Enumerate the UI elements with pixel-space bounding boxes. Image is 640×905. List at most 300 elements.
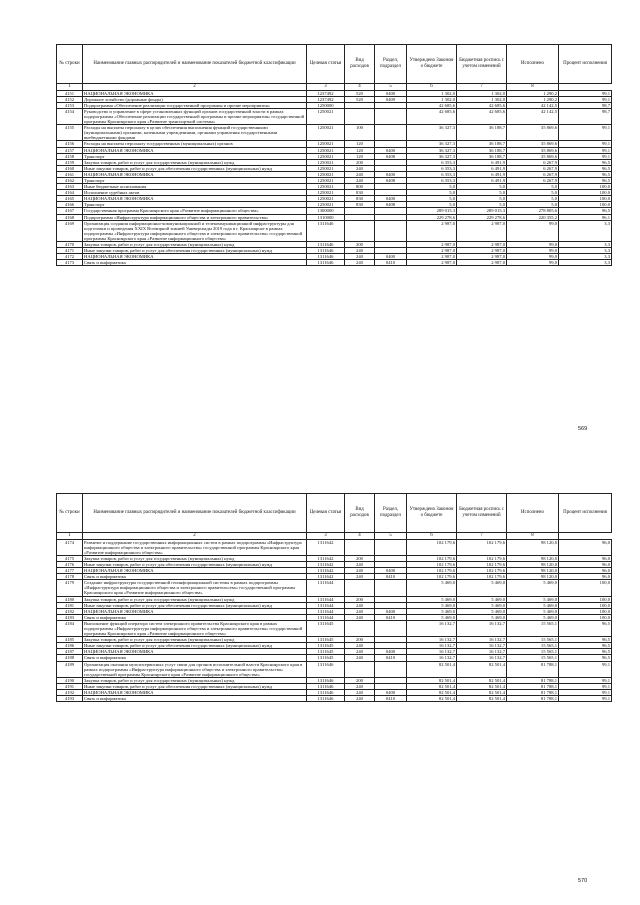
- executed-amount: 35 869,6: [507, 141, 559, 147]
- target-article: 1250021: [307, 147, 345, 153]
- percent-executed: 96,5: [559, 655, 612, 661]
- expense-type: 240: [345, 649, 375, 655]
- budget-amount: 6 491,9: [457, 159, 507, 165]
- row-name: Исполнение судебных актов: [83, 190, 307, 196]
- row-number: 4181: [57, 602, 83, 608]
- expense-type: 240: [345, 260, 375, 266]
- approved-amount: 36 327,3: [407, 125, 457, 141]
- budget-amount: 36 188,7: [457, 141, 507, 147]
- row-number: 4164: [57, 190, 83, 196]
- row-number: 4151: [57, 90, 83, 96]
- row-name: Связь и информатика: [83, 614, 307, 620]
- row-number: 4188: [57, 655, 83, 661]
- approved-amount: 289 015,3: [407, 208, 457, 214]
- budget-page-569: [56, 44, 611, 432]
- budget-amount: 5,0: [457, 196, 507, 202]
- percent-executed: 96,5: [559, 159, 612, 165]
- executed-amount: 35 869,6: [507, 153, 559, 159]
- expense-type: 240: [345, 561, 375, 567]
- row-name: Закупка товаров, работ и услуг для государственных (муниципальных) нужд: [83, 677, 307, 683]
- header-target-article: Целевая статья: [307, 494, 345, 533]
- executed-amount: 1 290,2: [507, 90, 559, 96]
- approved-amount: 5 469,0: [407, 580, 457, 596]
- target-article: 1250021: [307, 141, 345, 147]
- table-row: [57, 696, 612, 702]
- row-number: 4187: [57, 649, 83, 655]
- section-code: 0408: [375, 202, 407, 208]
- approved-amount: 5,0: [407, 190, 457, 196]
- row-name: НАЦИОНАЛЬНАЯ ЭКОНОМИКА: [83, 147, 307, 153]
- budget-amount: 42 685,6: [457, 102, 507, 108]
- section-code: 0410: [375, 260, 407, 266]
- section-code: 0400: [375, 171, 407, 177]
- budget-amount: 82 501,4: [457, 690, 507, 696]
- executed-amount: 99,0: [507, 254, 559, 260]
- expense-type: 240: [345, 602, 375, 608]
- budget-page-570: [56, 493, 611, 884]
- column-number: 2: [83, 84, 307, 91]
- budget-amount: 2 987,0: [457, 248, 507, 254]
- row-name: Государственная программа Красноярского края «Развитие информационного общества»: [83, 208, 307, 214]
- section-code: 0408: [375, 178, 407, 184]
- executed-amount: 5,0: [507, 190, 559, 196]
- header-target-article: Целевая статья: [307, 45, 345, 84]
- budget-amount: 5 469,0: [457, 614, 507, 620]
- expense-type: 120: [345, 147, 375, 153]
- column-number: 3: [307, 84, 345, 91]
- section-code: 0408: [375, 153, 407, 159]
- row-name: Закупка товаров, работ и услуг для государственных (муниципальных) нужд: [83, 596, 307, 602]
- expense-type: 240: [345, 574, 375, 580]
- approved-amount: 36 327,3: [407, 141, 457, 147]
- target-article: 1311642: [307, 574, 345, 580]
- percent-executed: 96,5: [559, 165, 612, 171]
- percent-executed: 96,0: [559, 574, 612, 580]
- target-article: 1311646: [307, 220, 345, 241]
- row-name: Закупка товаров, работ и услуг для государственных (муниципальных) нужд: [83, 159, 307, 165]
- row-name: Связь и информатика: [83, 696, 307, 702]
- executed-amount: 5 469,0: [507, 608, 559, 614]
- header-executed: Исполнено: [507, 494, 559, 533]
- row-number: 4186: [57, 643, 83, 649]
- target-article: 1250021: [307, 165, 345, 171]
- row-name: НАЦИОНАЛЬНАЯ ЭКОНОМИКА: [83, 254, 307, 260]
- row-name: Связь и информатика: [83, 260, 307, 266]
- expense-type: 200: [345, 555, 375, 561]
- section-code: [375, 220, 407, 241]
- executed-amount: 35 869,6: [507, 147, 559, 153]
- target-article: 1311646: [307, 696, 345, 702]
- percent-executed: 96,0: [559, 568, 612, 574]
- approved-amount: 82 501,4: [407, 677, 457, 683]
- row-name: Закупка товаров, работ и услуг для государственных (муниципальных) нужд: [83, 637, 307, 643]
- executed-amount: 5 469,0: [507, 614, 559, 620]
- row-name: Транспорт: [83, 178, 307, 184]
- percent-executed: 99,1: [559, 90, 612, 96]
- budget-table: [56, 493, 612, 702]
- section-code: 0400: [375, 196, 407, 202]
- percent-executed: 100,0: [559, 202, 612, 208]
- section-code: 0410: [375, 655, 407, 661]
- row-number: 4189: [57, 661, 83, 677]
- row-number: 4160: [57, 165, 83, 171]
- column-number: 4: [345, 84, 375, 91]
- executed-amount: 42 142,5: [507, 102, 559, 108]
- percent-executed: 96,5: [559, 649, 612, 655]
- expense-type: 100: [345, 125, 375, 141]
- expense-type: [345, 661, 375, 677]
- section-code: 0409: [375, 96, 407, 102]
- row-name: НАЦИОНАЛЬНАЯ ЭКОНОМИКА: [83, 690, 307, 696]
- approved-amount: 82 501,4: [407, 696, 457, 702]
- approved-amount: 6 353,3: [407, 165, 457, 171]
- budget-amount: 16 132,7: [457, 643, 507, 649]
- target-article: 1250021: [307, 184, 345, 190]
- column-number: 7: [457, 533, 507, 540]
- target-article: 1311646: [307, 690, 345, 696]
- row-name: НАЦИОНАЛЬНАЯ ЭКОНОМИКА: [83, 90, 307, 96]
- table-row: [57, 108, 612, 124]
- row-name: Иные закупки товаров, работ и услуг для обеспечения государственных (муниципальных) нужд: [83, 683, 307, 689]
- row-name: Подпрограмма «Инфраструктура информационного общества и электронного правительства»: [83, 214, 307, 220]
- executed-amount: 5 469,0: [507, 580, 559, 596]
- target-article: 1311642: [307, 561, 345, 567]
- header-section: Раздел, подраздел: [375, 45, 407, 84]
- approved-amount: 16 132,7: [407, 637, 457, 643]
- row-name: Транспорт: [83, 153, 307, 159]
- row-name: Организация оказания мультисервисных услуг связи для органов исполнительной власти Красноярского края в рамках подпрограммы «Инфраструктура информационного общества и электронного правительства» государственной программы Красноярского края «Развитие информационного общества»: [83, 661, 307, 677]
- percent-executed: 99,1: [559, 677, 612, 683]
- expense-type: 240: [345, 696, 375, 702]
- budget-amount: 5 469,0: [457, 602, 507, 608]
- percent-executed: 3,3: [559, 220, 612, 241]
- table-row: [57, 125, 612, 141]
- section-code: [375, 108, 407, 124]
- row-name: Иные бюджетные ассигнования: [83, 184, 307, 190]
- row-number: 4185: [57, 637, 83, 643]
- row-name: Связь и информатика: [83, 655, 307, 661]
- approved-amount: 102 179,6: [407, 561, 457, 567]
- percent-executed: 99,1: [559, 690, 612, 696]
- percent-executed: 96,5: [559, 171, 612, 177]
- approved-amount: 102 179,6: [407, 568, 457, 574]
- budget-amount: 16 132,7: [457, 649, 507, 655]
- target-article: 1311646: [307, 242, 345, 248]
- target-article: 1237492: [307, 90, 345, 96]
- row-number: 4180: [57, 596, 83, 602]
- row-name: Создание инфраструктуры государственной геоинформационной системы в рамках подпрограммы «Инфраструктура информационного общества и электронного правительства» государственной программы Красноярского края «Развитие информационного общества»: [83, 580, 307, 596]
- expense-type: [345, 108, 375, 124]
- budget-amount: 2 987,0: [457, 254, 507, 260]
- row-number: 4190: [57, 677, 83, 683]
- header-section: Раздел, подраздел: [375, 494, 407, 533]
- percent-executed: 3,3: [559, 254, 612, 260]
- section-code: [375, 125, 407, 141]
- approved-amount: 5 469,0: [407, 614, 457, 620]
- column-number: 1: [57, 84, 83, 91]
- target-article: 1311646: [307, 683, 345, 689]
- percent-executed: 100,0: [559, 196, 612, 202]
- target-article: 1300000: [307, 208, 345, 214]
- budget-amount: 5,0: [457, 184, 507, 190]
- expense-type: 520: [345, 90, 375, 96]
- expense-type: 200: [345, 677, 375, 683]
- approved-amount: 2 987,0: [407, 220, 457, 241]
- target-article: 1250021: [307, 153, 345, 159]
- expense-type: 240: [345, 614, 375, 620]
- header-row-number: № строки: [57, 494, 83, 533]
- percent-executed: 96,0: [559, 555, 612, 561]
- row-name: Расходы на выплаты персоналу государственных (муниципальных) органов: [83, 141, 307, 147]
- row-name: Иные закупки товаров, работ и услуг для обеспечения государственных (муниципальных) нужд: [83, 561, 307, 567]
- target-article: 1250021: [307, 159, 345, 165]
- budget-amount: 6 491,9: [457, 178, 507, 184]
- expense-type: 240: [345, 608, 375, 614]
- percent-executed: 96,5: [559, 637, 612, 643]
- percent-executed: 3,3: [559, 260, 612, 266]
- executed-amount: 15 565,1: [507, 620, 559, 636]
- row-number: 4159: [57, 159, 83, 165]
- row-name: Иные закупки товаров, работ и услуг для обеспечения государственных (муниципальных) нужд: [83, 602, 307, 608]
- approved-amount: 6 353,3: [407, 178, 457, 184]
- executed-amount: 15 565,1: [507, 637, 559, 643]
- table-body: [57, 539, 612, 702]
- executed-amount: 6 267,9: [507, 171, 559, 177]
- executed-amount: 5,0: [507, 184, 559, 190]
- expense-type: 800: [345, 184, 375, 190]
- percent-executed: 100,0: [559, 614, 612, 620]
- row-name: Транспорт: [83, 202, 307, 208]
- expense-type: 240: [345, 248, 375, 254]
- percent-executed: 99,1: [559, 153, 612, 159]
- target-article: 1311645: [307, 649, 345, 655]
- target-article: 1311645: [307, 620, 345, 636]
- row-number: 4165: [57, 196, 83, 202]
- row-name: Организация создания информационно-коммуникационной и телекоммуникационной инфраструктуры для подготовки и проведения XXIX Всемирной зимней Универсиады 2019 года в г. Красноярске в рамках подпрограммы «Инфраструктура информационного общества и электронного правительства» государственной программы Красноярского края «Развитие информационного общества»: [83, 220, 307, 241]
- table-row: [57, 620, 612, 636]
- percent-executed: 99,1: [559, 141, 612, 147]
- header-expense-type: Вид расходов: [345, 45, 375, 84]
- table-row: [57, 580, 612, 596]
- row-number: 4183: [57, 614, 83, 620]
- row-name: НАЦИОНАЛЬНАЯ ЭКОНОМИКА: [83, 196, 307, 202]
- percent-executed: 98,7: [559, 102, 612, 108]
- target-article: 1311644: [307, 602, 345, 608]
- row-name: Руководство и управление в сфере установленных функций органов государственной власти в рамках подпрограммы «Обеспечение реализации государственной программы и прочие мероприятия» государственной программы Красноярского края «Развитие транспортной системы»: [83, 108, 307, 124]
- approved-amount: 16 132,7: [407, 643, 457, 649]
- column-number: 5: [375, 533, 407, 540]
- header-name: Наименование главных распорядителей и наименование показателей бюджетной классификации: [83, 494, 307, 533]
- budget-amount: 5,0: [457, 190, 507, 196]
- row-number: 4184: [57, 620, 83, 636]
- approved-amount: 2 987,0: [407, 254, 457, 260]
- approved-amount: 82 501,4: [407, 661, 457, 677]
- row-number: 4193: [57, 696, 83, 702]
- approved-amount: 82 501,4: [407, 690, 457, 696]
- expense-type: 830: [345, 190, 375, 196]
- row-number: 4153: [57, 102, 83, 108]
- executed-amount: 81 788,1: [507, 661, 559, 677]
- header-percent: Процент исполнения: [559, 45, 612, 84]
- approved-amount: 102 179,6: [407, 539, 457, 555]
- approved-amount: 42 685,6: [407, 108, 457, 124]
- table-body: [57, 90, 612, 266]
- expense-type: [345, 220, 375, 241]
- expense-type: 120: [345, 153, 375, 159]
- budget-amount: 2 987,0: [457, 220, 507, 241]
- target-article: 1250021: [307, 190, 345, 196]
- row-name: Иные закупки товаров, работ и услуг для обеспечения государственных (муниципальных) нужд: [83, 165, 307, 171]
- approved-amount: 16 132,7: [407, 649, 457, 655]
- target-article: 1310000: [307, 214, 345, 220]
- row-name: Развитие и поддержание государственных информационных систем в рамках подпрограммы «Инфраструктура информационного общества и электронного правительства» государственной программы Красноярского края «Развитие информационного общества»: [83, 539, 307, 555]
- target-article: 1250021: [307, 202, 345, 208]
- target-article: 1311646: [307, 260, 345, 266]
- executed-amount: 1 290,2: [507, 96, 559, 102]
- budget-amount: 102 179,6: [457, 561, 507, 567]
- section-code: 0410: [375, 614, 407, 620]
- expense-type: 240: [345, 254, 375, 260]
- row-number: 4191: [57, 683, 83, 689]
- executed-amount: 15 565,1: [507, 655, 559, 661]
- executed-amount: 98 120,0: [507, 574, 559, 580]
- section-code: 0400: [375, 90, 407, 96]
- executed-amount: 81 788,1: [507, 677, 559, 683]
- column-number: 2: [83, 533, 307, 540]
- column-number: 6: [407, 533, 457, 540]
- approved-amount: 5,0: [407, 184, 457, 190]
- header-name: Наименование главных распорядителей и наименование показателей бюджетной классификации: [83, 45, 307, 84]
- expense-type: 240: [345, 171, 375, 177]
- row-number: 4174: [57, 539, 83, 555]
- row-number: 4168: [57, 214, 83, 220]
- budget-amount: 289 015,3: [457, 208, 507, 214]
- target-article: 1250021: [307, 108, 345, 124]
- percent-executed: 100,0: [559, 596, 612, 602]
- header-budget-schedule: Бюджетная роспись с учетом изменений: [457, 45, 507, 84]
- row-name: Расходы на выплаты персоналу в целях обеспечения выполнения функций государственными (муниципальными) органами, казенными учреждениями, органами управления государственными внебюджетными фондами: [83, 125, 307, 141]
- executed-amount: 35 869,6: [507, 125, 559, 141]
- approved-amount: 82 501,4: [407, 683, 457, 689]
- target-article: 1311645: [307, 643, 345, 649]
- expense-type: 240: [345, 568, 375, 574]
- budget-amount: 102 179,6: [457, 555, 507, 561]
- row-number: 4166: [57, 202, 83, 208]
- row-number: 4177: [57, 568, 83, 574]
- row-number: 4175: [57, 555, 83, 561]
- percent-executed: 98,7: [559, 108, 612, 124]
- approved-amount: 102 179,6: [407, 555, 457, 561]
- table-row: [57, 220, 612, 241]
- budget-amount: 16 132,7: [457, 620, 507, 636]
- section-code: [375, 620, 407, 636]
- target-article: 1311646: [307, 248, 345, 254]
- expense-type: 240: [345, 655, 375, 661]
- percent-executed: 3,3: [559, 248, 612, 254]
- budget-amount: 1 302,0: [457, 90, 507, 96]
- row-number: 4178: [57, 574, 83, 580]
- row-name: Закупка товаров, работ и услуг для государственных (муниципальных) нужд: [83, 242, 307, 248]
- approved-amount: 102 179,6: [407, 574, 457, 580]
- executed-amount: 98 120,0: [507, 568, 559, 574]
- budget-amount: 1 302,0: [457, 96, 507, 102]
- section-code: 0400: [375, 608, 407, 614]
- target-article: 1311645: [307, 655, 345, 661]
- executed-amount: 99,0: [507, 260, 559, 266]
- executed-amount: 15 565,1: [507, 643, 559, 649]
- row-name: НАЦИОНАЛЬНАЯ ЭКОНОМИКА: [83, 649, 307, 655]
- executed-amount: 6 267,9: [507, 159, 559, 165]
- section-code: 0400: [375, 147, 407, 153]
- expense-type: 200: [345, 242, 375, 248]
- expense-type: 240: [345, 690, 375, 696]
- executed-amount: 6 267,9: [507, 165, 559, 171]
- header-approved: Утверждено Законом о бюджете: [407, 45, 457, 84]
- expense-type: [345, 580, 375, 596]
- expense-type: 240: [345, 165, 375, 171]
- column-number: 7: [457, 84, 507, 91]
- executed-amount: 98 120,0: [507, 561, 559, 567]
- approved-amount: 2 987,0: [407, 248, 457, 254]
- budget-amount: 2 987,0: [457, 242, 507, 248]
- target-article: 1311644: [307, 580, 345, 596]
- percent-executed: 100,0: [559, 184, 612, 190]
- approved-amount: 6 353,3: [407, 159, 457, 165]
- expense-type: 240: [345, 178, 375, 184]
- approved-amount: 1 302,0: [407, 90, 457, 96]
- budget-amount: 82 501,4: [457, 677, 507, 683]
- budget-amount: 36 188,7: [457, 153, 507, 159]
- row-number: 4157: [57, 147, 83, 153]
- budget-amount: 229 278,6: [457, 214, 507, 220]
- column-number: 6: [407, 84, 457, 91]
- section-code: 0400: [375, 568, 407, 574]
- approved-amount: 16 132,7: [407, 655, 457, 661]
- expense-type: 200: [345, 596, 375, 602]
- approved-amount: 229 278,6: [407, 214, 457, 220]
- row-number: 4155: [57, 125, 83, 141]
- row-number: 4192: [57, 690, 83, 696]
- row-number: 4158: [57, 153, 83, 159]
- column-number: 1: [57, 533, 83, 540]
- row-name: Подпрограмма «Обеспечение реализации государственной программы и прочие мероприятия»: [83, 102, 307, 108]
- expense-type: [345, 620, 375, 636]
- row-number: 4161: [57, 171, 83, 177]
- row-name: НАЦИОНАЛЬНАЯ ЭКОНОМИКА: [83, 171, 307, 177]
- row-number: 4163: [57, 184, 83, 190]
- percent-executed: 100,0: [559, 580, 612, 596]
- target-article: 1250021: [307, 125, 345, 141]
- expense-type: [345, 539, 375, 555]
- row-name: Дорожное хозяйство (дорожные фонды): [83, 96, 307, 102]
- row-name: Иные закупки товаров, работ и услуг для обеспечения государственных (муниципальных) нужд: [83, 248, 307, 254]
- budget-table: [56, 44, 612, 266]
- percent-executed: 100,0: [559, 602, 612, 608]
- percent-executed: 96,5: [559, 643, 612, 649]
- approved-amount: 36 327,3: [407, 147, 457, 153]
- column-number: 8: [507, 533, 559, 540]
- row-number: 4152: [57, 96, 83, 102]
- budget-amount: 102 179,6: [457, 574, 507, 580]
- table-row: [57, 661, 612, 677]
- executed-amount: 99,0: [507, 220, 559, 241]
- section-code: [375, 539, 407, 555]
- target-article: 1250021: [307, 171, 345, 177]
- target-article: 1311645: [307, 637, 345, 643]
- expense-type: 120: [345, 141, 375, 147]
- percent-executed: 99,1: [559, 683, 612, 689]
- header-budget-schedule: Бюджетная роспись с учетом изменений: [457, 494, 507, 533]
